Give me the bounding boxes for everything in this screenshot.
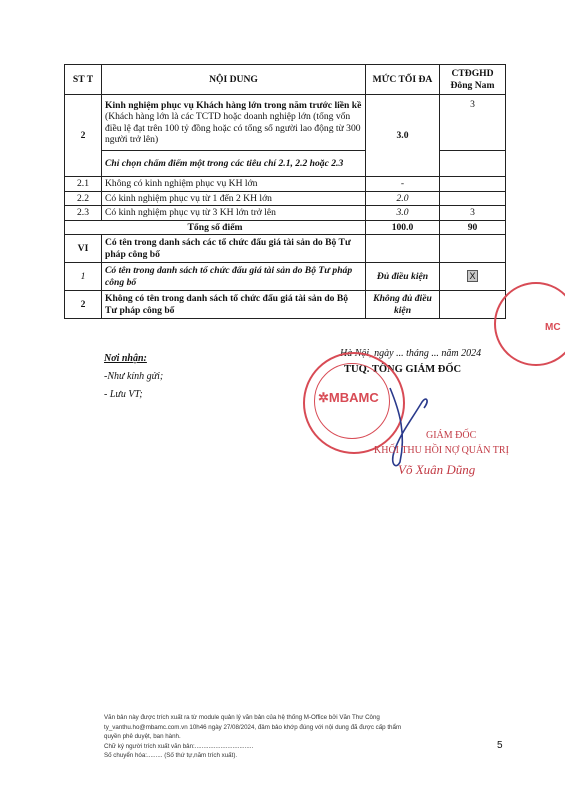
row2-max: 3.0: [366, 95, 440, 177]
table-row: 2.1 Không có kinh nghiệm phục vụ KH lớn -: [65, 177, 506, 192]
header-stt: ST T: [65, 65, 102, 95]
checkbox-x: X: [467, 270, 478, 282]
row2-note: Chỉ chọn chấm điểm một trong các tiêu chí 2.1, 2.2 hoặc 2.3: [102, 151, 366, 177]
handwritten-signature: [360, 382, 440, 472]
recipient-item: -Như kính gửi;: [104, 371, 164, 382]
signature-on-behalf: TUQ. TỔNG GIÁM ĐỐC: [344, 364, 462, 375]
partial-stamp-label: MC: [545, 322, 561, 333]
section-vi-row: [65, 235, 506, 263]
table-row: 2 Không có tên trong danh sách tổ chức đấu giá tài sản do Bộ Tư pháp công bố Không đủ điều kiện: [65, 291, 506, 319]
recipient-item: - Lưu VT;: [104, 389, 143, 400]
row2-score: 3: [440, 95, 506, 151]
footer-note: Văn bản này được trích xuất ra từ module quản lý văn bản của hệ thống M-Office bởi Văn Thư Công ty_vanthu.ho@mbamc.com.vn 10h46 ngày 27/08/2024, đảm bảo khớp đúng với nội dung đã được cấp thẩm quyền phê duyệt, ban hành. Chữ ký người trích xuất văn bản:.................................. Số chuyển hóa:......... (Số thứ tự,năm trích xuất).: [104, 714, 402, 759]
total-score: 90: [440, 220, 506, 235]
table-row: [65, 95, 506, 151]
table-row: [65, 151, 506, 177]
signature-unit: KHỐI THU HỒI NỢ QUẢN TRỊ: [374, 445, 509, 456]
table-row: 2.3 Có kinh nghiệm phục vụ từ 3 KH lớn trở lên 3.0 3: [65, 206, 506, 221]
section-vi-stt: VI: [65, 235, 102, 263]
row2-title: Kinh nghiệm phục vụ Khách hàng lớn trong năm trước liền kề: [105, 99, 362, 111]
total-max: 100.0: [366, 220, 440, 235]
row2-content: [102, 95, 366, 151]
table-header-row: [65, 65, 506, 95]
header-ctdghd: CTĐGHD Đông Nam: [440, 65, 506, 95]
table-row: 2.2 Có kinh nghiệm phục vụ từ 1 đến 2 KH lớn 2.0: [65, 191, 506, 206]
header-noi-dung: NỘI DUNG: [102, 65, 366, 95]
header-muc-toi-da: MỨC TỐI ĐA: [366, 65, 440, 95]
signature-position: GIÁM ĐỐC: [426, 430, 477, 441]
evaluation-table: [64, 64, 506, 319]
recipients-title: Nơi nhận:: [104, 353, 147, 364]
section-vi-content: Có tên trong danh sách các tổ chức đấu giá tài sản do Bộ Tư pháp công bố: [102, 235, 366, 263]
row2-stt: 2: [65, 95, 102, 177]
table-row: 1 Có tên trong danh sách tổ chức đấu giá tài sản do Bộ Tư pháp công bố Đủ điều kiện X: [65, 263, 506, 291]
signature-name: Võ Xuân Dũng: [398, 462, 476, 477]
total-label: Tổng số điểm: [65, 220, 366, 235]
stamp-logo: ✲MBAMC: [318, 390, 379, 405]
page-number: 5: [497, 740, 503, 751]
row2-desc: (Khách hàng lớn là các TCTD hoặc doanh nghiệp lớn (tổng vốn điều lệ đạt trên 100 tỷ đồng hoặc có tổng số người lao động từ 300 người trở lên): [105, 111, 361, 145]
total-row: [65, 220, 506, 235]
signature-date: Hà Nội, ngày ... tháng ... năm 2024: [340, 348, 482, 359]
recipients-block: [104, 352, 163, 402]
